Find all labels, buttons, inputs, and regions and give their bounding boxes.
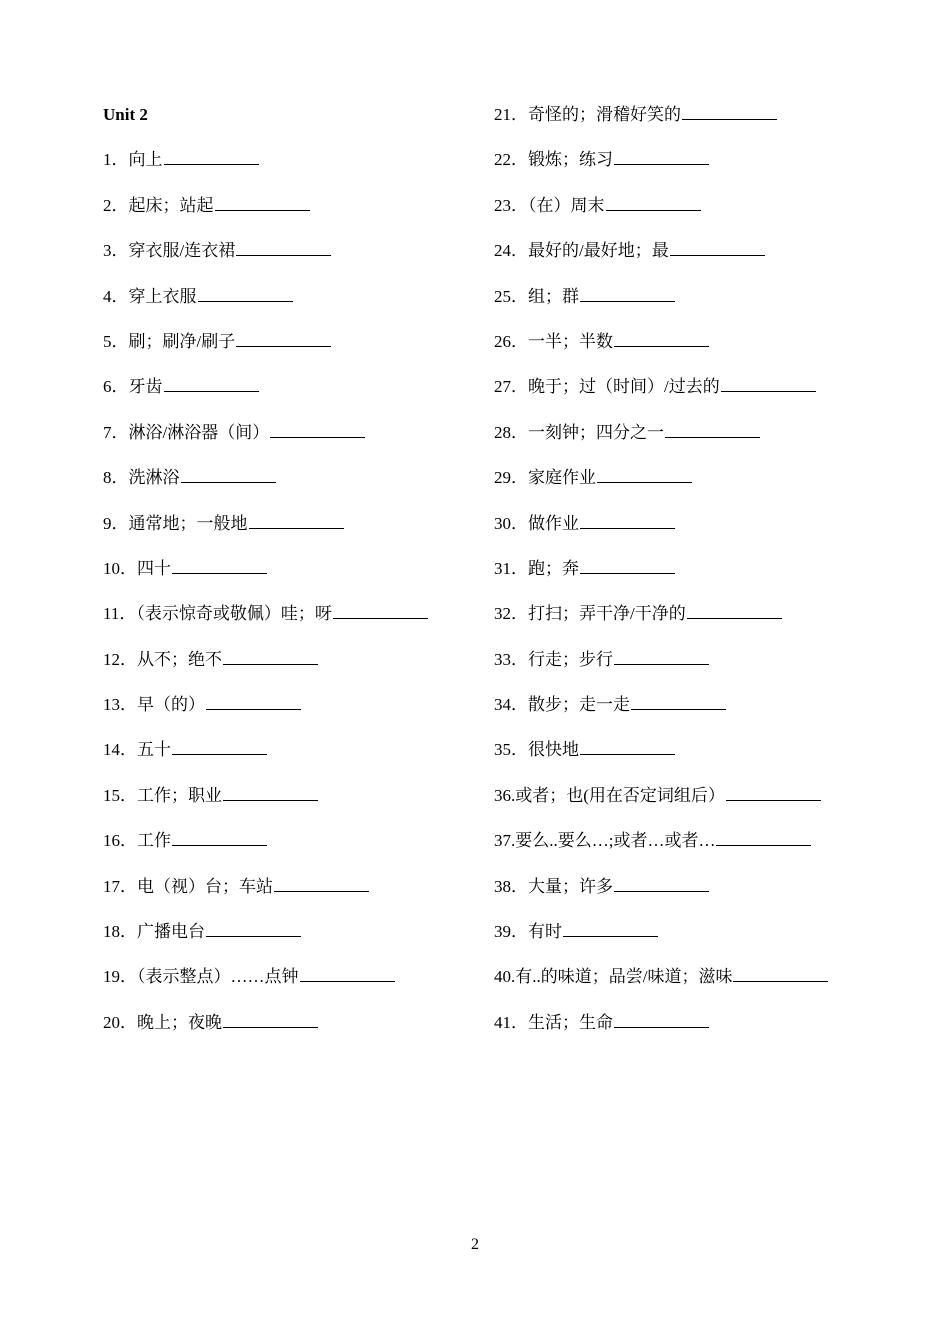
vocab-item	[103, 918, 483, 963]
answer-blank[interactable]	[716, 828, 811, 846]
answer-blank[interactable]	[270, 420, 365, 438]
answer-blank[interactable]	[172, 828, 267, 846]
item-text: 广播电台	[137, 922, 205, 942]
item-text: 电（视）台；车站	[137, 876, 273, 896]
vocab-item	[494, 237, 934, 282]
answer-blank[interactable]	[580, 556, 675, 574]
answer-blank[interactable]	[631, 692, 726, 710]
vocab-item	[103, 419, 483, 464]
item-number: 31．	[494, 558, 528, 578]
vocab-item	[494, 646, 934, 691]
item-number: 27．	[494, 377, 528, 397]
vocab-item	[494, 827, 934, 872]
vocab-item	[494, 373, 934, 418]
item-number: 15．	[103, 785, 137, 805]
item-number: 17．	[103, 876, 137, 896]
answer-blank[interactable]	[223, 647, 318, 665]
item-number: 7．	[103, 422, 129, 442]
item-number: 18．	[103, 922, 137, 942]
answer-blank[interactable]	[236, 329, 331, 347]
item-number: 22．	[494, 150, 528, 170]
answer-blank[interactable]	[614, 147, 709, 165]
answer-blank[interactable]	[597, 465, 692, 483]
item-text: 起床；站起	[128, 195, 214, 215]
item-text: 或者；也(用在否定词组后）	[515, 785, 725, 805]
item-text: 工作	[137, 831, 171, 851]
item-text: 晚于；过（时间）/过去的	[528, 377, 720, 397]
answer-blank[interactable]	[726, 783, 821, 801]
item-number: 9．	[103, 513, 129, 533]
left-column	[103, 101, 483, 1054]
item-text: 大量；许多	[528, 876, 613, 896]
item-text: 奇怪的；滑稽好笑的	[528, 105, 681, 124]
answer-blank[interactable]	[172, 556, 267, 574]
vocab-item	[494, 918, 934, 963]
item-number: 3．	[103, 241, 129, 261]
vocab-item	[494, 419, 934, 464]
answer-blank[interactable]	[614, 647, 709, 665]
vocab-item	[103, 464, 483, 509]
item-number: 14．	[103, 740, 137, 760]
vocab-item	[494, 283, 934, 328]
item-number: 32．	[494, 604, 528, 624]
vocab-item	[103, 283, 483, 328]
item-number: 30．	[494, 513, 528, 533]
vocab-item	[494, 873, 934, 918]
vocab-item	[103, 691, 483, 736]
item-text: 跑；奔	[528, 558, 579, 578]
answer-blank[interactable]	[665, 420, 760, 438]
answer-blank[interactable]	[181, 465, 276, 483]
answer-blank[interactable]	[687, 601, 782, 619]
vocab-item	[494, 782, 934, 827]
item-text: 向上	[128, 150, 163, 170]
item-text: 有时	[528, 922, 562, 942]
item-text: 锻炼；练习	[528, 150, 613, 170]
item-number: 26．	[494, 331, 528, 351]
item-text: 五十	[137, 740, 171, 760]
item-text: 最好的/最好地；最	[528, 241, 669, 261]
vocab-item	[103, 146, 483, 191]
item-text: 四十	[137, 558, 171, 578]
answer-blank[interactable]	[580, 511, 675, 529]
answer-blank[interactable]	[300, 964, 395, 982]
right-column	[494, 101, 934, 1054]
vocab-item	[103, 555, 483, 600]
item-number: 37.	[494, 831, 516, 851]
item-number: 19．	[103, 967, 137, 987]
vocab-item	[494, 1009, 934, 1054]
answer-blank[interactable]	[580, 737, 675, 755]
left-item-list	[103, 146, 483, 1054]
vocab-item	[103, 192, 483, 237]
vocab-item	[103, 373, 483, 418]
item-text: 工作；职业	[137, 785, 222, 805]
vocab-item	[103, 782, 483, 827]
item-number: 1．	[103, 150, 129, 170]
vocab-item	[103, 873, 483, 918]
vocab-item	[103, 646, 483, 691]
unit-title: Unit 2	[103, 105, 148, 124]
answer-blank[interactable]	[733, 964, 828, 982]
item-text: 穿上衣服	[128, 286, 197, 306]
answer-blank[interactable]	[172, 737, 267, 755]
item-number: 4．	[103, 286, 129, 306]
vocab-item	[494, 146, 934, 191]
answer-blank[interactable]	[580, 284, 675, 302]
vocab-item	[494, 510, 934, 555]
item-number: 24．	[494, 241, 528, 261]
item-text: 要么..要么…;或者…或者…	[515, 831, 716, 851]
vocab-item	[103, 827, 483, 872]
item-number: 13．	[103, 695, 137, 715]
vocab-item	[494, 328, 934, 373]
item-number: 21．	[494, 105, 528, 124]
vocab-item	[494, 963, 934, 1008]
item-text: （在）周末	[528, 195, 605, 215]
item-text: 淋浴/淋浴器（间）	[128, 422, 270, 442]
item-number: 20．	[103, 1012, 137, 1032]
answer-blank[interactable]	[206, 692, 301, 710]
item-number: 40.	[494, 967, 516, 987]
item-number: 29．	[494, 468, 528, 488]
item-text: 一刻钟；四分之一	[528, 422, 664, 442]
answer-blank[interactable]	[333, 601, 428, 619]
vocab-item	[103, 963, 483, 1008]
item-text: 牙齿	[128, 377, 163, 397]
item-number: 28．	[494, 422, 528, 442]
vocab-item	[103, 510, 483, 555]
item-text: 通常地；一般地	[128, 513, 248, 533]
page-number: 2	[471, 1236, 479, 1253]
answer-blank[interactable]	[274, 874, 369, 892]
vocab-item	[494, 600, 934, 645]
vocab-item	[494, 192, 934, 237]
item-number: 2．	[103, 195, 129, 215]
answer-blank[interactable]	[563, 919, 658, 937]
answer-blank[interactable]	[682, 102, 777, 120]
item-text: （表示整点）……点钟	[137, 967, 299, 987]
item-number: 10．	[103, 558, 137, 578]
item-text: 一半；半数	[528, 331, 613, 351]
vocab-item	[494, 691, 934, 736]
answer-blank[interactable]	[223, 783, 318, 801]
item-text: 打扫；弄干净/干净的	[528, 604, 686, 624]
item-text: 行走；步行	[528, 649, 613, 669]
answer-blank[interactable]	[249, 511, 344, 529]
item-text: （表示惊奇或敬佩）哇；呀	[136, 604, 332, 624]
item-number: 23．	[494, 195, 528, 215]
answer-blank[interactable]	[614, 874, 709, 892]
item-number: 41．	[494, 1012, 528, 1032]
item-text: 早（的）	[137, 695, 205, 715]
item-text: 晚上；夜晚	[137, 1012, 222, 1032]
vocab-item	[103, 237, 483, 282]
item-text: 很快地	[528, 740, 579, 760]
item-text: 生活；生命	[528, 1012, 613, 1032]
item-number: 35．	[494, 740, 528, 760]
item-text: 洗淋浴	[128, 468, 180, 488]
item-text: 穿衣服/连衣裙	[128, 241, 236, 261]
answer-blank[interactable]	[164, 374, 259, 392]
answer-blank[interactable]	[606, 193, 701, 211]
vocab-item	[103, 328, 483, 373]
item-number: 38．	[494, 876, 528, 896]
item-number: 34．	[494, 695, 528, 715]
answer-blank[interactable]	[198, 284, 293, 302]
item-number: 11．	[103, 604, 137, 624]
item-number: 39．	[494, 922, 528, 942]
vocab-item	[494, 101, 934, 146]
item-text: 做作业	[528, 513, 579, 533]
item-text: 组；群	[528, 286, 579, 306]
item-number: 33．	[494, 649, 528, 669]
vocab-item	[494, 555, 934, 600]
vocab-item	[103, 736, 483, 781]
answer-blank[interactable]	[223, 1010, 318, 1028]
item-number: 36.	[494, 785, 516, 805]
item-number: 5．	[103, 331, 129, 351]
answer-blank[interactable]	[614, 1010, 709, 1028]
answer-blank[interactable]	[670, 238, 765, 256]
answer-blank[interactable]	[721, 374, 816, 392]
answer-blank[interactable]	[215, 193, 310, 211]
item-number: 8．	[103, 468, 129, 488]
item-number: 25．	[494, 286, 528, 306]
vocab-item	[103, 1009, 483, 1054]
vocab-item	[494, 736, 934, 781]
right-item-list	[494, 101, 934, 1054]
answer-blank[interactable]	[614, 329, 709, 347]
answer-blank[interactable]	[236, 238, 331, 256]
vocab-item	[103, 600, 483, 645]
item-text: 有..的味道；品尝/味道；滋味	[515, 967, 733, 987]
item-number: 12．	[103, 649, 137, 669]
item-text: 散步；走一走	[528, 695, 630, 715]
vocab-item	[494, 464, 934, 509]
answer-blank[interactable]	[164, 147, 259, 165]
item-text: 从不；绝不	[137, 649, 222, 669]
item-text: 家庭作业	[528, 468, 596, 488]
item-number: 16．	[103, 831, 137, 851]
item-number: 6．	[103, 377, 129, 397]
item-text: 刷；刷净/刷子	[128, 331, 236, 351]
answer-blank[interactable]	[206, 919, 301, 937]
